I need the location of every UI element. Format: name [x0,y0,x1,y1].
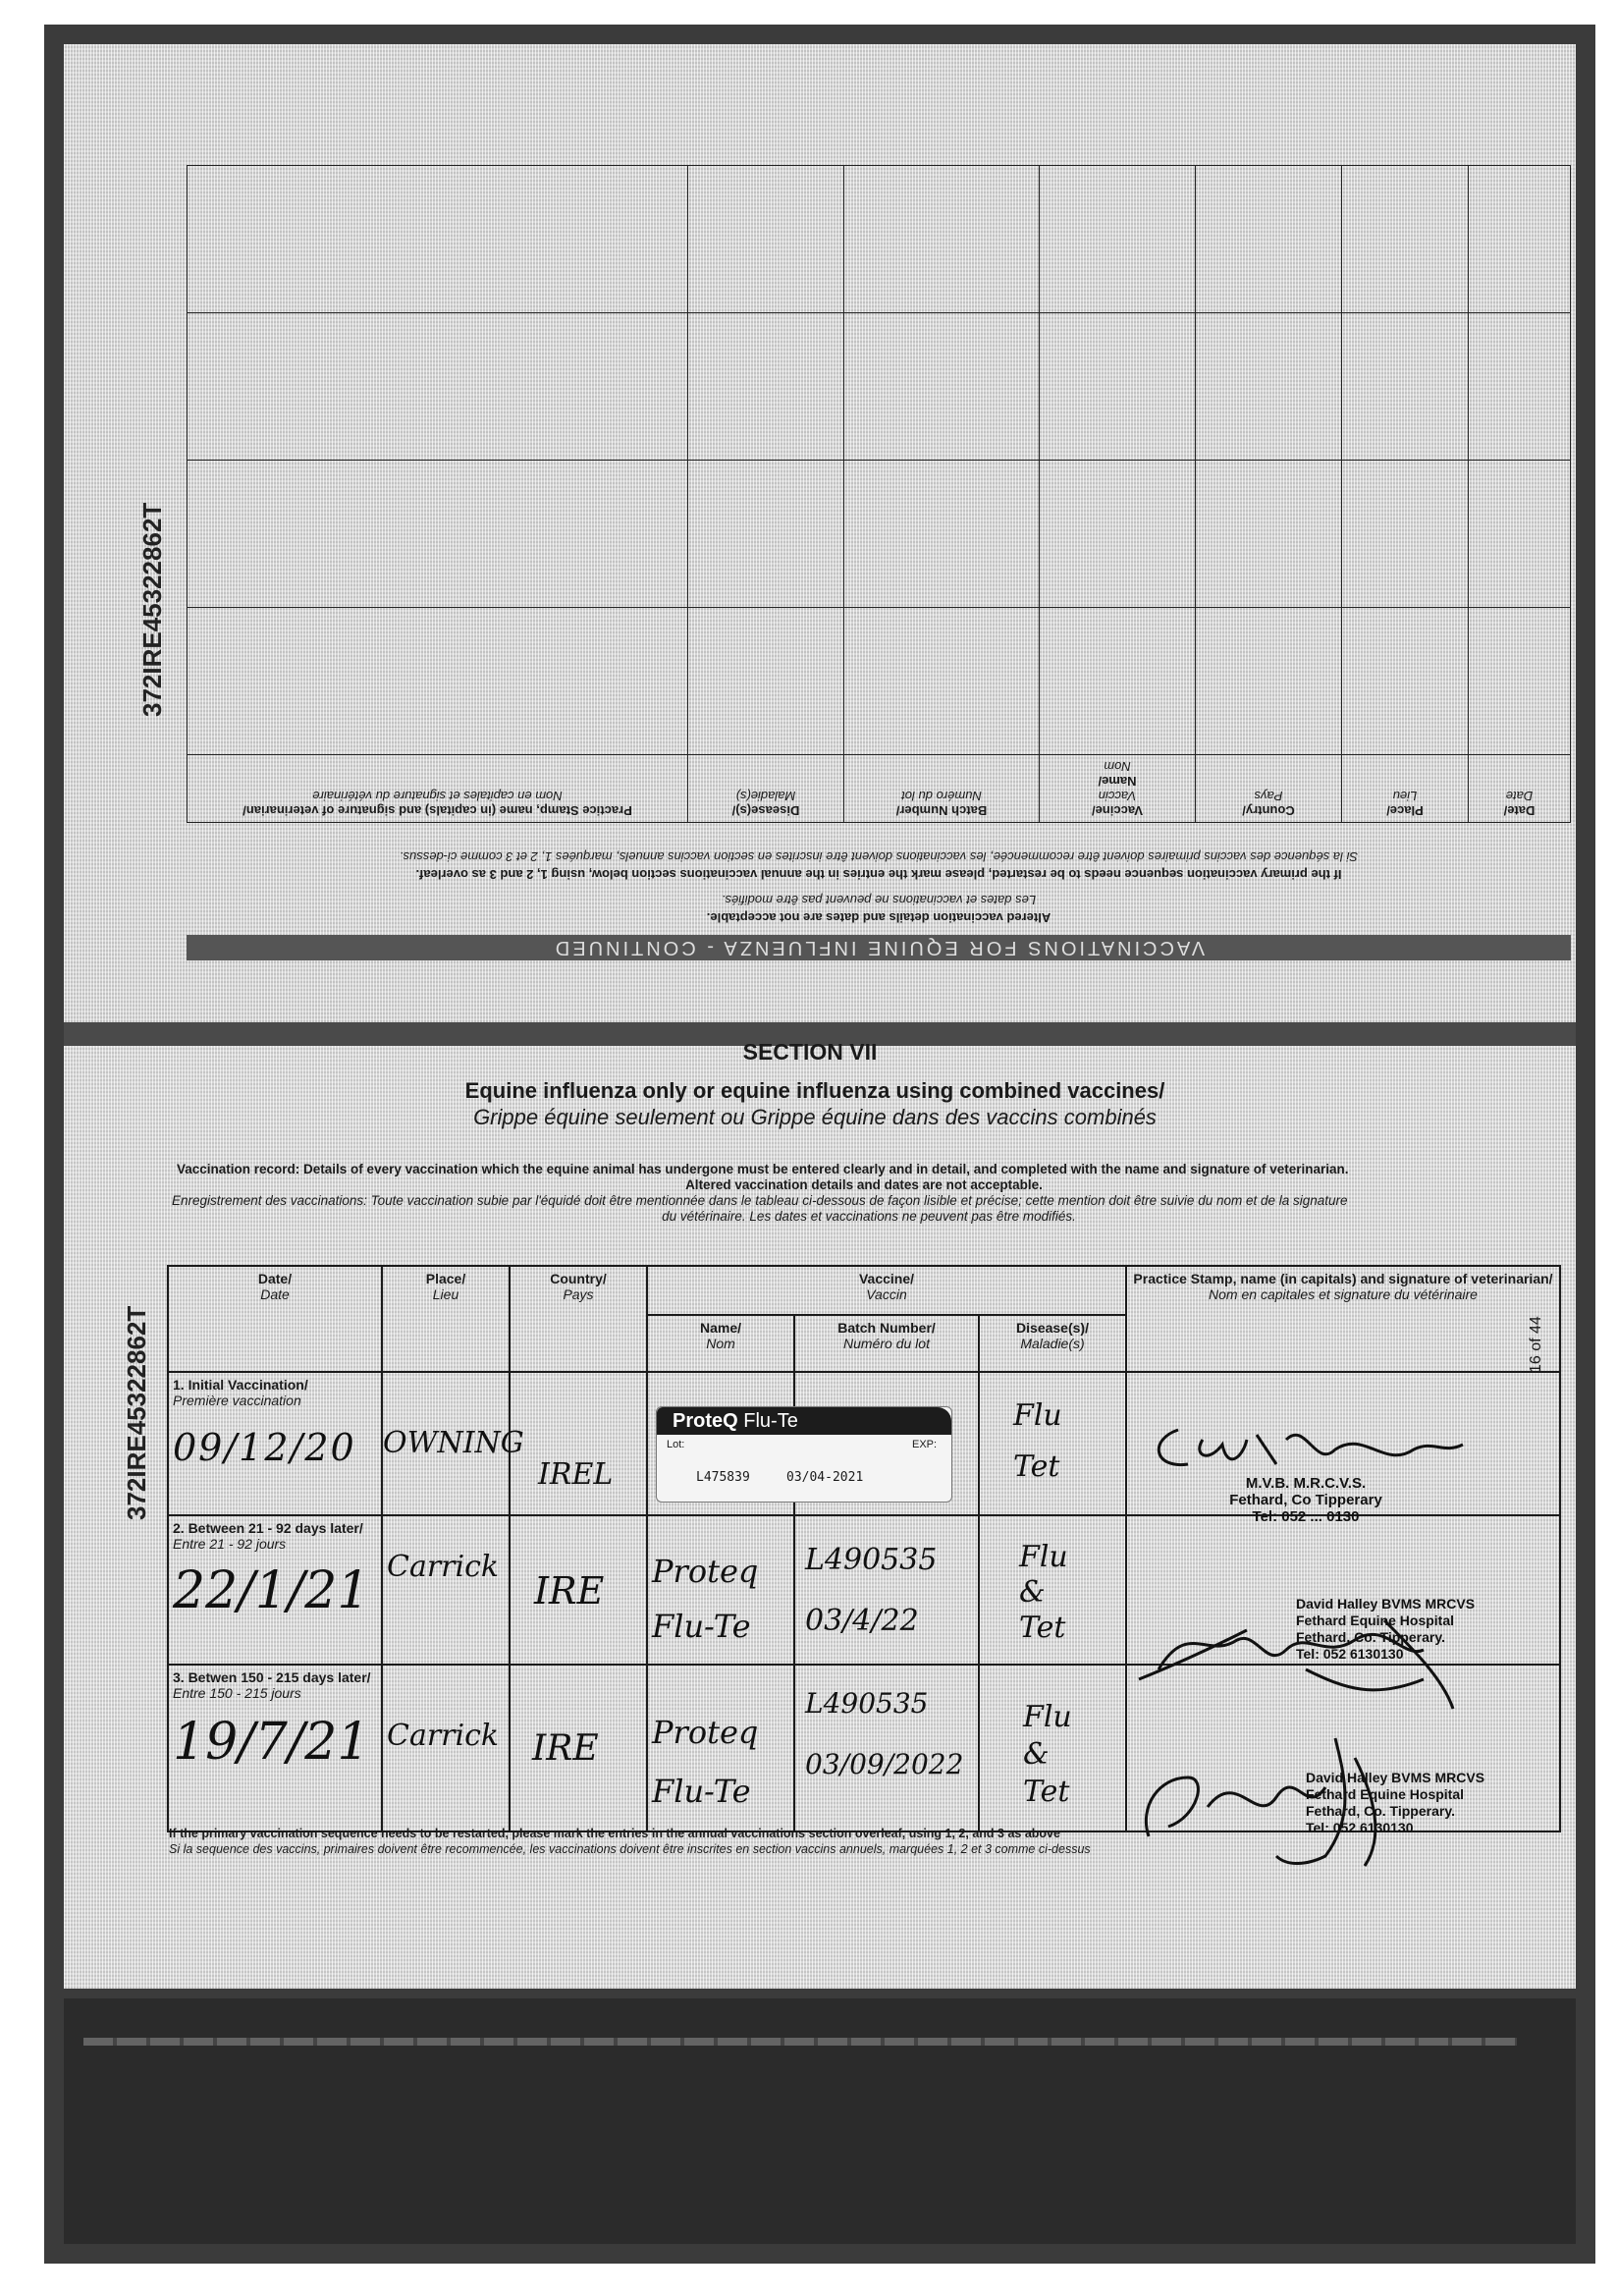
stamp-2-line-4: Tel: 052 6130130 [1296,1646,1404,1662]
row-3-place: Carrick [387,1719,500,1753]
vet-signature-2 [1129,1601,1502,1728]
book-edge [83,2038,1517,2046]
upper-cell [688,461,844,608]
upper-cell [188,166,688,313]
row-2-label: 2. Between 21 - 92 days later/ [173,1520,363,1536]
row-3-disease: Flu & Tet [1023,1700,1072,1809]
row-1-place: OWNING [383,1426,524,1460]
upper-cell [1040,166,1196,313]
row-1-label: 1. Initial Vaccination/ [173,1377,308,1393]
upper-header-place: Place/ Lieu [1342,755,1469,823]
upper-cell [844,166,1040,313]
upper-cell [688,608,844,755]
upper-note-2-fr: Si la séquence des vaccins primaires doivent être recommencée, les vaccinations doivent être inscrites en section vaccins annuels, marquées 1, 2 et 3 comme ci-dessus. [399,849,1359,864]
section-title: SECTION VII [742,1039,878,1065]
row-2-date: 22/1/21 [173,1561,370,1620]
stamp-1-line-3: Tel: 052 ... 0130 [1252,1508,1360,1525]
footer-note-en: If the primary vaccination sequence needs to be restarted, please mark the entries in the annual vaccinations section overleaf, using 1, 2, and 3 as above [169,1827,1060,1840]
upper-cell [1196,166,1342,313]
row-3-batch: L490535 03/09/2022 [805,1687,964,1780]
sticker-header [657,1407,951,1435]
upper-cell [688,166,844,313]
upper-cell [1469,166,1571,313]
upper-cell [844,313,1040,461]
upper-header-date: Date/ Date [1469,755,1571,823]
row-2-place: Carrick [387,1550,500,1584]
upper-note-1-en: Altered vaccination details and dates are not acceptable. [706,910,1051,925]
upper-cell [1040,313,1196,461]
row-3-disease-cell [979,1665,1126,1831]
upper-cell [1342,461,1469,608]
upper-cell [188,461,688,608]
upper-cell [844,461,1040,608]
document-id-upper: 372IRE45322862T [137,502,167,717]
upper-header-disease: Disease(s)/ Maladie(s) [688,755,844,823]
upper-cell [688,313,844,461]
upper-cell [1469,313,1571,461]
record-instructions-en [177,1162,1551,1193]
upper-cell [1196,608,1342,755]
row-3-name: Proteq Flu-Te [652,1714,759,1810]
row-3-batch-cell [794,1665,979,1831]
header-vaccine: Vaccine/ Vaccin [647,1266,1126,1315]
row-1-country-cell [510,1372,647,1515]
vaccine-label-sticker [656,1406,952,1503]
record-fr-line-2: du vétérinaire. Les dates et vaccinations ne peuvent pas être modifiés. [662,1209,1076,1224]
record-en-line-2: Altered vaccination details and dates are not acceptable. [685,1177,1043,1192]
row-1-label-fr: Première vaccination [173,1393,301,1408]
header-place: Place/ Lieu [382,1266,510,1372]
upper-cell [844,608,1040,755]
row-3-label-fr: Entre 150 - 215 jours [173,1685,301,1701]
upper-header-country: Country/ Pays [1196,755,1342,823]
sticker-exp-value: 03/04-2021 [786,1470,864,1485]
row-3-place-cell [382,1665,510,1831]
stamp-1-line-1: M.V.B. M.R.C.V.S. [1245,1475,1367,1492]
stamp-2-line-2: Fethard Equine Hospital [1296,1613,1455,1628]
stamp-2-line-3: Fethard, Co. Tipperary. [1296,1629,1445,1645]
upper-cell [1040,608,1196,755]
stamp-2-line-1: David Halley BVMS MRCVS [1296,1596,1476,1612]
row-2-disease: Flu & Tet [1019,1540,1068,1645]
section-subtitle-fr: Grippe équine seulement ou Grippe équine dans des vaccins combinés [473,1105,1157,1129]
row-3-name-cell [647,1665,794,1831]
row-2-place-cell [382,1515,510,1665]
stamp-1-line-2: Fethard, Co Tipperary [1229,1492,1382,1508]
upper-cell [188,313,688,461]
upper-cell [1342,608,1469,755]
row-2-date-cell [168,1515,382,1665]
row-2-name: Proteq Flu-Te [652,1553,759,1645]
header-date: Date/ Date [168,1266,382,1372]
row-1-date: 09/12/20 [173,1426,356,1469]
row-1-country: IREL [538,1457,614,1492]
row-3-country: IRE [532,1728,599,1769]
row-3-label: 3. Betwen 150 - 215 days later/ [173,1669,371,1685]
row-2-batch: L490535 03/4/22 [805,1543,938,1638]
record-instructions-fr [172,1193,1566,1225]
upper-cell [1040,461,1196,608]
sticker-lot-label: Lot: [667,1439,685,1450]
header-country: Country/ Pays [510,1266,647,1372]
upper-cell [1469,461,1571,608]
upper-cell [1342,166,1469,313]
upper-banner: VACCINATIONS FOR EQUINE INFLUENZA - CONTINUED [187,935,1571,960]
header-batch: Batch Number/ Numéro du lot [794,1315,979,1372]
sticker-lot-value: L475839 [696,1470,750,1485]
upper-cell [1469,608,1571,755]
stamp-3-line-1: David Halley BVMS MRCVS [1306,1770,1485,1785]
page-number: 16 of 44 [1528,1316,1544,1373]
stamp-3-line-4: Tel: 052 6130130 [1306,1820,1414,1835]
upper-cell [1196,461,1342,608]
row-3-date-cell [168,1665,382,1831]
section-subtitle-en: Equine influenza only or equine influenza using combined vaccines/ [464,1078,1165,1103]
row-1-date-cell [168,1372,382,1515]
upper-header-batch: Batch Number/ Numéro du lot [844,755,1040,823]
upper-cell [1342,313,1469,461]
row-1-place-cell [382,1372,524,1515]
record-en-line-1: Vaccination record: Details of every vaccination which the equine animal has undergone must be entered clearly and in detail, and completed with the name and signature of veterinarian. [177,1162,1349,1176]
upper-vaccination-table [187,165,1571,823]
document-id-lower: 372IRE45322862T [122,1305,151,1520]
row-2-country: IRE [534,1569,605,1613]
sticker-exp-label: EXP: [912,1439,938,1450]
stamp-3-line-2: Fethard Equine Hospital [1306,1786,1465,1802]
sticker-product: Flu-Te [743,1410,798,1432]
upper-note-1-fr: Les dates et vaccinations ne peuvent pas être modifiés. [721,893,1037,907]
sticker-brand: ProteQ [673,1410,738,1432]
footer-note-fr: Si la sequence des vaccins, primaires doivent être recommencée, les vaccinations doivent être inscrites en section vaccins annuels, marquées 1, 2 et 3 comme ci-dessus [169,1842,1091,1856]
record-fr-line-1: Enregistrement des vaccinations: Toute vaccination subie par l'équidé doit être mentionnée dans le tableau ci-dessous de façon lisible et précise; cette mention doit être suivie du nom et de la signature [172,1193,1348,1208]
upper-cell [188,608,688,755]
row-2-disease-cell [979,1515,1126,1665]
upper-cell [1196,313,1342,461]
row-1-disease-cell [979,1372,1126,1515]
upper-page-content [187,126,1571,960]
upper-header-name: Vaccine/ Vaccin Name/ Nom [1040,755,1196,823]
header-name: Name/ Nom [647,1315,794,1372]
scan-shadow [64,1998,1576,2244]
upper-header-stamp: Practice Stamp, name (in capitals) and signature of veterinarian/ Nom en capitales et signature du vétérinaire [188,755,688,823]
row-1-disease: Flu Tet [1013,1398,1062,1484]
row-2-country-cell [510,1515,647,1665]
row-3-country-cell [510,1665,647,1831]
row-2-batch-cell [794,1515,979,1665]
header-disease: Disease(s)/ Maladie(s) [979,1315,1126,1372]
stamp-3-line-3: Fethard, Co. Tipperary. [1306,1803,1455,1819]
upper-note-2-en: If the primary vaccination sequence needs to be restarted, please mark the entries in the annual vaccinations section below, using 1, 2 and 3 as overleaf. [415,867,1342,882]
header-stamp: Practice Stamp, name (in capitals) and signature of veterinarian/ Nom en capitales et signature du vétérinaire [1126,1266,1560,1372]
vet-signature-1 [1149,1410,1473,1489]
row-2-label-fr: Entre 21 - 92 jours [173,1536,287,1552]
row-2-name-cell [647,1515,794,1665]
row-3-date: 19/7/21 [173,1713,370,1772]
